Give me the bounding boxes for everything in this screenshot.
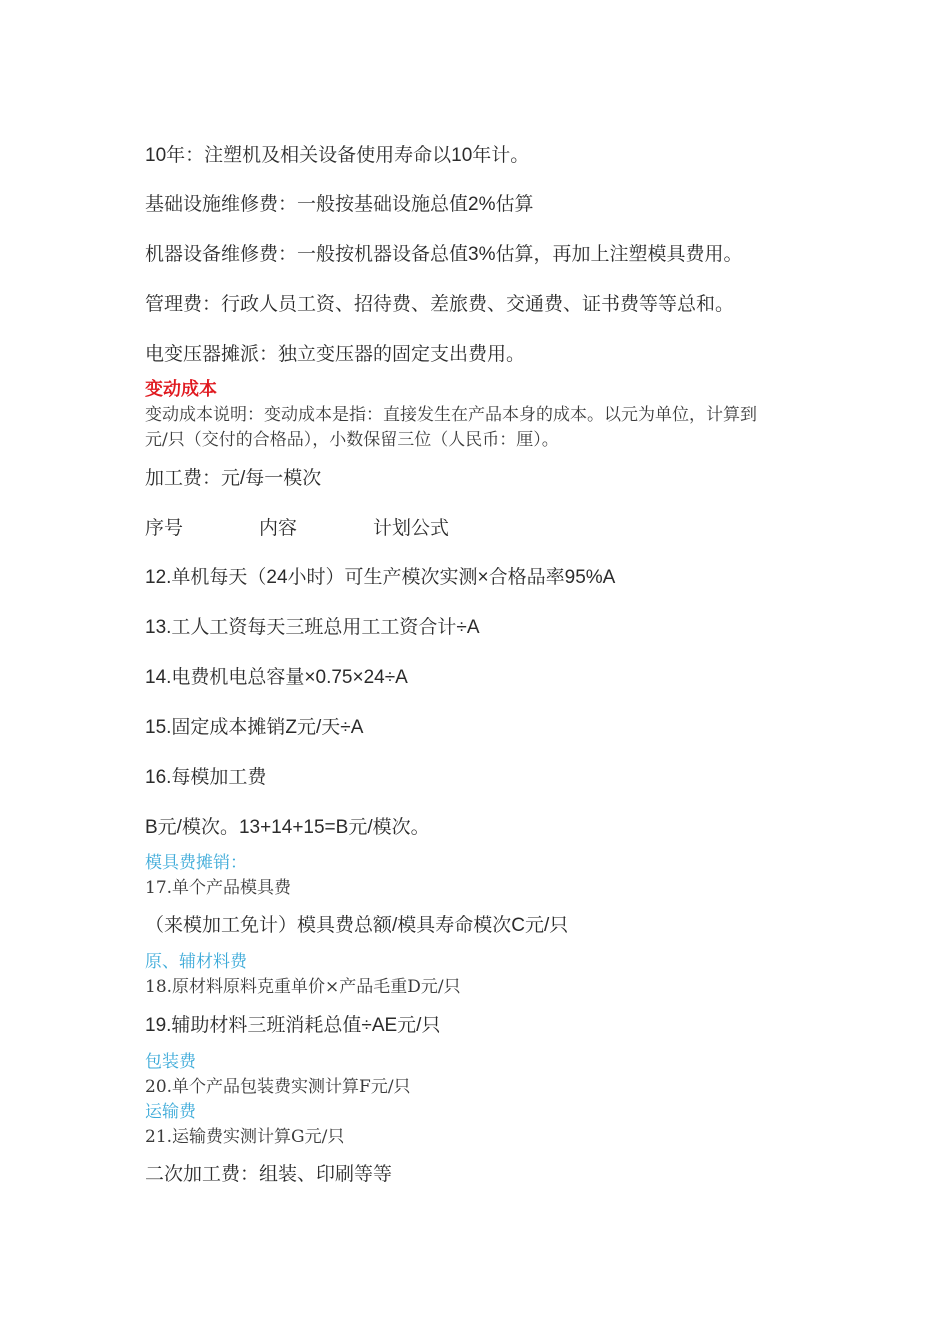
variable-cost-description-2: 元/只（交付的合格品），小数保留三位（人民币：厘）。: [145, 430, 559, 450]
item-18-line: 18.原材料原料克重单价×产品毛重D元/只: [145, 977, 461, 997]
column-header-index: 序号: [145, 518, 184, 539]
item-17-formula-line: （来模加工免计）模具费总额/模具寿命模次C元/只: [145, 915, 569, 936]
item-16-result-line: B元/模次。13+14+15=B元/模次。: [145, 817, 430, 838]
mold-amortization-heading: 模具费摊销：: [145, 853, 247, 873]
processing-fee-line: 加工费：元/每一模次: [145, 468, 322, 489]
column-header-content: 内容: [259, 518, 298, 539]
transformer-allocation-line: 电变压器摊派：独立变压器的固定支出费用。: [145, 344, 526, 365]
item-19-line: 19.辅助材料三班消耗总值÷AE元/只: [145, 1015, 441, 1036]
variable-cost-heading: 变动成本: [145, 379, 217, 399]
item-20-line: 20.单个产品包装费实测计算F元/只: [145, 1077, 411, 1097]
transport-heading: 运输费: [145, 1102, 196, 1122]
equipment-maintenance-line: 机器设备维修费：一般按机器设备总值3%估算，再加上注塑模具费用。: [145, 244, 743, 265]
management-fee-line: 管理费：行政人员工资、招待费、差旅费、交通费、证书费等等总和。: [145, 294, 735, 315]
variable-cost-description-1: 变动成本说明：变动成本是指：直接发生在产品本身的成本。以元为单位，计算到: [145, 405, 757, 425]
infrastructure-maintenance-line: 基础设施维修费：一般按基础设施总值2%估算: [145, 194, 534, 215]
item-13-line: 13.工人工资每天三班总用工工资合计÷A: [145, 617, 480, 638]
materials-heading: 原、辅材料费: [145, 952, 247, 972]
item-12-line: 12.单机每天（24小时）可生产模次实测×合格品率95%A: [145, 567, 616, 588]
item-14-line: 14.电费机电总容量×0.75×24÷A: [145, 667, 408, 688]
column-header-formula: 计划公式: [373, 518, 450, 539]
secondary-processing-line: 二次加工费：组装、印刷等等: [145, 1164, 393, 1185]
service-life-line: 10年：注塑机及相关设备使用寿命以10年计。: [145, 145, 530, 166]
packaging-heading: 包装费: [145, 1052, 196, 1072]
item-15-line: 15.固定成本摊销Z元/天÷A: [145, 717, 364, 738]
item-17-line: 17.单个产品模具费: [145, 878, 292, 898]
item-16-line: 16.每模加工费: [145, 767, 267, 788]
item-21-line: 21.运输费实测计算G元/只: [145, 1127, 345, 1147]
